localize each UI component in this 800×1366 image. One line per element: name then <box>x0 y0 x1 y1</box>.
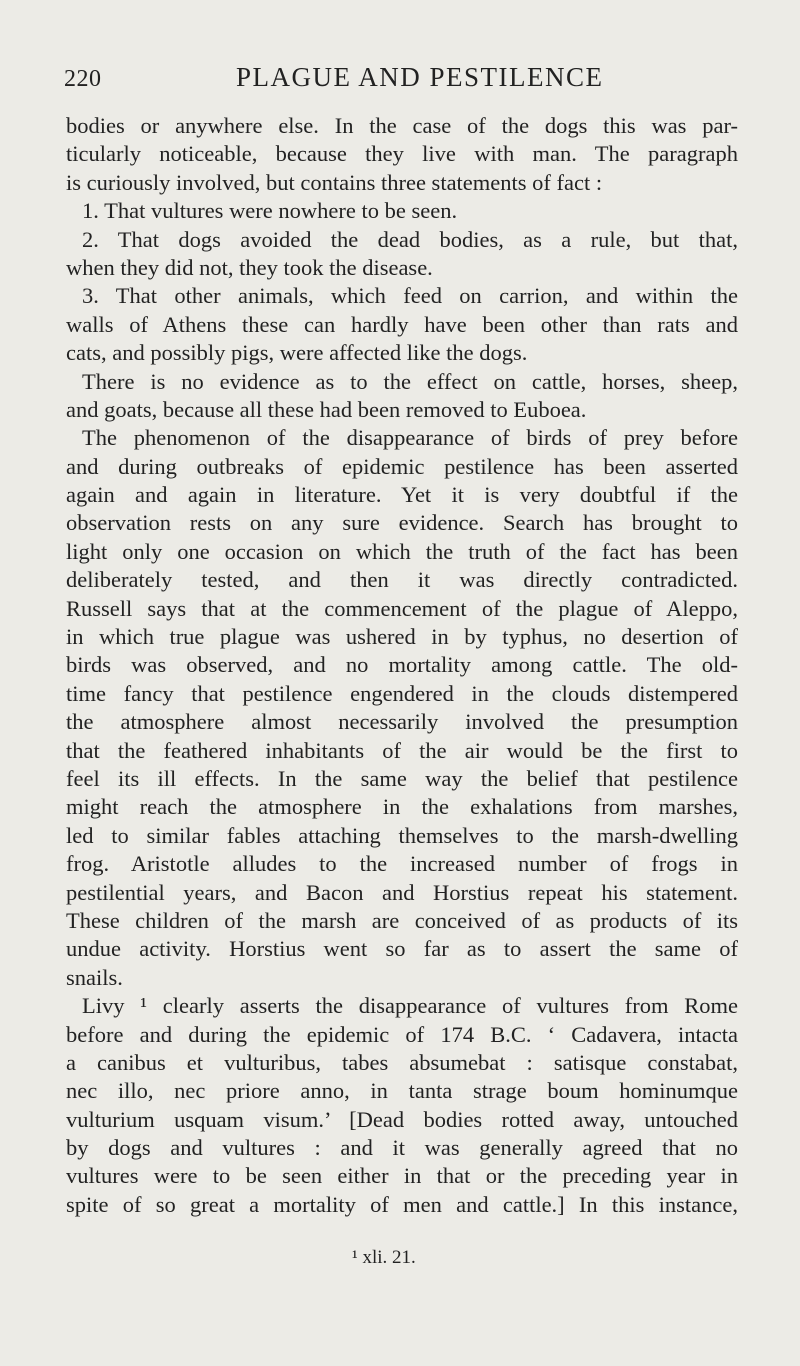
text-line: There is no evidence as to the effect on cattle, horses, sheep, <box>82 368 738 394</box>
text-line: cats, and possibly pigs, were affected like the dogs. <box>66 340 528 366</box>
text-line: is curiously involved, but contains three statements of fact : <box>66 169 603 195</box>
text-line: These children of the marsh are conceived of as products of its <box>66 907 738 933</box>
text-line: undue activity. Horstius went so far as to assert the same of <box>66 936 738 962</box>
text-line: spite of so great a mortality of men and cattle.] In this instance, <box>66 1191 738 1217</box>
text-line: 1. That vultures were nowhere to be seen. <box>82 198 458 224</box>
text-line: 3. That other animals, which feed on carrion, and within the <box>82 283 738 309</box>
text-line: light only one occasion on which the truth of the fact has been <box>66 538 738 564</box>
text-line: Livy ¹ clearly asserts the disappearance of vultures from Rome <box>82 993 738 1019</box>
text-line: Russell says that at the commencement of the plague of Aleppo, <box>66 595 738 621</box>
text-line: snails. <box>66 964 123 990</box>
text-line: time fancy that pestilence engendered in the clouds distempered <box>66 680 738 706</box>
text-line: might reach the atmosphere in the exhalations from marshes, <box>66 794 738 820</box>
text-line: that the feathered inhabitants of the air would be the first to <box>66 737 738 763</box>
text-line: and during outbreaks of epidemic pestilence has been asserted <box>66 453 738 479</box>
body-text <box>66 112 738 1219</box>
text-line: walls of Athens these can hardly have been other than rats and <box>66 311 738 337</box>
text-line: vulturium usquam visum.’ [Dead bodies rotted away, untouched <box>66 1106 738 1132</box>
footnote: ¹ xli. 21. <box>352 1247 416 1268</box>
text-line: before and during the epidemic of 174 B.C. ‘ Cadavera, intacta <box>66 1021 738 1047</box>
text-line: bodies or anywhere else. In the case of the dogs this was par- <box>66 113 738 138</box>
text-line: vultures were to be seen either in that or the preceding year in <box>66 1163 738 1189</box>
running-head <box>66 62 738 96</box>
text-line: observation rests on any sure evidence. Search has brought to <box>66 510 738 536</box>
text-line: The phenomenon of the disappearance of birds of prey before <box>82 425 738 451</box>
text-line: led to similar fables attaching themselves to the marsh-dwelling <box>66 822 738 848</box>
text-line: in which true plague was ushered in by typhus, no desertion of <box>66 624 738 650</box>
text-line: deliberately tested, and then it was directly contradicted. <box>66 567 738 593</box>
text-line: ticularly noticeable, because they live with man. The paragraph <box>66 141 738 167</box>
running-title: PLAGUE AND PESTILENCE <box>236 62 604 92</box>
text-line: a canibus et vulturibus, tabes absumebat : satisque constabat, <box>66 1049 738 1075</box>
text-line: pestilential years, and Bacon and Horstius repeat his statement. <box>66 879 738 905</box>
text-line: again and again in literature. Yet it is very doubtful if the <box>66 482 738 508</box>
text-line: nec illo, nec priore anno, in tanta strage boum hominumque <box>66 1078 738 1104</box>
page-number: 220 <box>64 66 102 92</box>
text-line: the atmosphere almost necessarily involved the presumption <box>66 709 738 735</box>
text-line: birds was observed, and no mortality among cattle. The old- <box>66 652 738 678</box>
text-line: frog. Aristotle alludes to the increased number of frogs in <box>66 851 738 877</box>
text-line: feel its ill effects. In the same way the belief that pestilence <box>66 765 738 791</box>
text-line: when they did not, they took the disease. <box>66 254 433 280</box>
text-line: by dogs and vultures : and it was generally agreed that no <box>66 1135 738 1161</box>
text-line: 2. That dogs avoided the dead bodies, as a rule, but that, <box>82 226 738 252</box>
text-line: and goats, because all these had been removed to Euboea. <box>66 396 587 422</box>
